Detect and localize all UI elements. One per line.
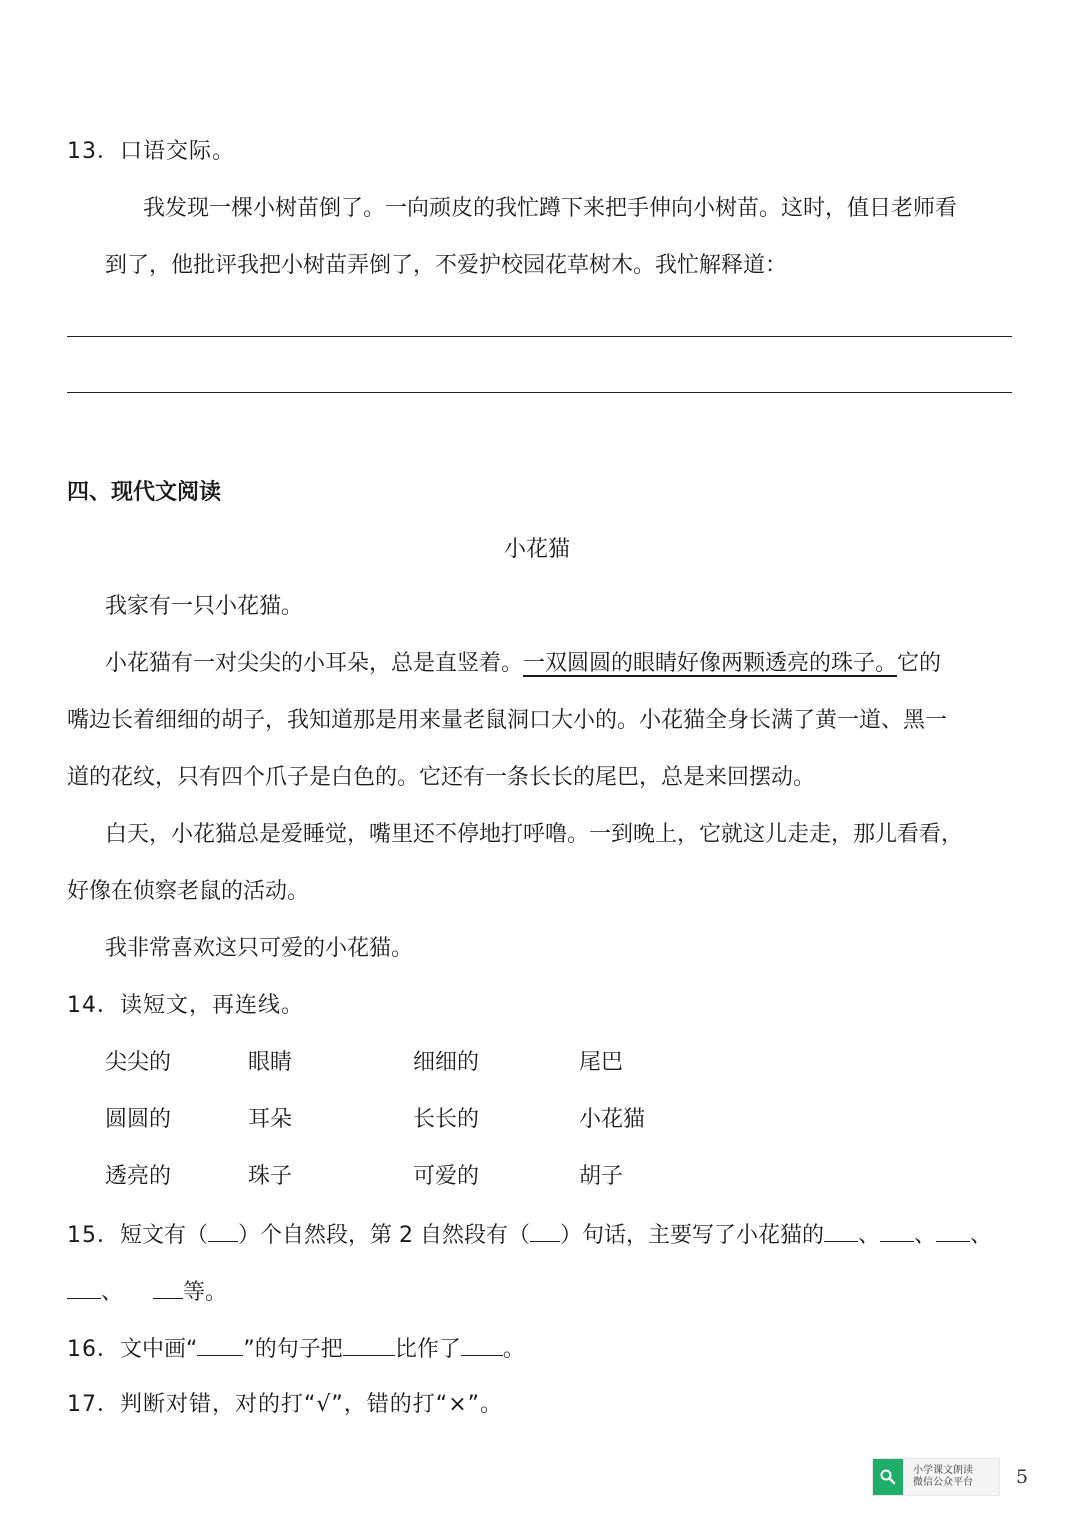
q16-blank-object[interactable] xyxy=(461,1333,503,1356)
section-heading: 四、现代文阅读 xyxy=(67,480,222,505)
q16-blank-line-style[interactable] xyxy=(197,1333,243,1356)
match-item[interactable]: 尖尖的 xyxy=(105,1050,172,1075)
q16-text-1: 文中画“ xyxy=(120,1337,198,1362)
story-paragraph-2-line-3: 道的花纹，只有四个爪子是白色的。它还有一条长长的尾巴，总是来回摆动。 xyxy=(67,765,816,790)
q13-title: 13．口语交际。 xyxy=(67,139,235,164)
q15-text-1: 短文有（ xyxy=(120,1223,209,1248)
q15-line-1 xyxy=(67,1219,992,1251)
match-item[interactable]: 可爱的 xyxy=(413,1164,480,1189)
badge-line-2: 微信公众平台 xyxy=(913,1477,973,1488)
answer-line-2[interactable] xyxy=(67,392,1012,393)
wechat-badge[interactable] xyxy=(872,1458,1000,1496)
match-item[interactable]: 胡子 xyxy=(579,1164,624,1189)
story-paragraph-3-line-2: 好像在侦察老鼠的活动。 xyxy=(67,879,310,904)
story-paragraph-1: 我家有一只小花猫。 xyxy=(105,594,304,619)
q16-blank-subject[interactable] xyxy=(343,1333,395,1356)
q17-title: 17．判断对错，对的打“√”，错的打“×”。 xyxy=(67,1392,504,1417)
page-number: 5 xyxy=(1016,1466,1029,1488)
q15-line-2 xyxy=(67,1276,227,1308)
story-p2-text-a: 小花猫有一对尖尖的小耳朵，总是直竖着。 xyxy=(105,651,524,676)
story-paragraph-2-line-2: 嘴边长着细细的胡子，我知道那是用来量老鼠洞口大小的。小花猫全身长满了黄一道、黑一 xyxy=(67,708,948,733)
match-item[interactable]: 眼睛 xyxy=(248,1050,293,1075)
q16-line xyxy=(67,1333,525,1365)
q13-paragraph-line-1: 我发现一棵小树苗倒了。一向顽皮的我忙蹲下来把手伸向小树苗。这时，值日老师看 xyxy=(143,196,958,221)
match-item[interactable]: 耳朵 xyxy=(248,1107,293,1132)
story-paragraph-3-line-1: 白天，小花猫总是爱睡觉，嘴里还不停地打呼噜。一到晚上，它就这儿走走，那儿看看， xyxy=(105,822,964,847)
story-paragraph-2-line-1 xyxy=(105,649,941,679)
q15-text-2: ）个自然段，第 2 自然段有（ xyxy=(238,1223,530,1248)
q15-blank-feature[interactable] xyxy=(67,1276,101,1299)
match-item[interactable]: 透亮的 xyxy=(105,1164,172,1189)
q15-number: 15． xyxy=(67,1223,120,1248)
q15-separator: 、 xyxy=(914,1223,937,1248)
underlined-sentence: 一双圆圆的眼睛好像两颗透亮的珠子。 xyxy=(523,651,898,676)
q16-text-3: 比作了 xyxy=(394,1337,461,1362)
match-item[interactable]: 尾巴 xyxy=(579,1050,624,1075)
q14-title: 14．读短文，再连线。 xyxy=(67,993,304,1018)
q15-text-3: ）句话，主要写了小花猫的 xyxy=(560,1223,825,1248)
q15-end: 等。 xyxy=(183,1280,228,1305)
match-item[interactable]: 细细的 xyxy=(413,1050,480,1075)
q16-text-4: 。 xyxy=(502,1337,525,1362)
match-item[interactable]: 圆圆的 xyxy=(105,1107,172,1132)
match-item[interactable]: 珠子 xyxy=(248,1164,293,1189)
story-paragraph-4: 我非常喜欢这只可爱的小花猫。 xyxy=(105,936,414,961)
q16-text-2: ”的句子把 xyxy=(243,1337,343,1362)
q15-separator: 、 xyxy=(101,1280,124,1305)
q15-blank-paragraphs[interactable] xyxy=(208,1219,238,1242)
q15-separator: 、 xyxy=(858,1223,881,1248)
story-title: 小花猫 xyxy=(504,537,571,562)
q13-paragraph-line-2: 到了，他批评我把小树苗弄倒了，不爱护校园花草树木。我忙解释道： xyxy=(105,253,788,278)
q15-blank-feature[interactable] xyxy=(880,1219,914,1242)
search-icon xyxy=(873,1459,903,1495)
answer-line-1[interactable] xyxy=(67,336,1012,337)
story-p2-text-b: 它的 xyxy=(897,651,942,676)
q15-blank-feature[interactable] xyxy=(153,1276,183,1299)
q15-blank-sentences[interactable] xyxy=(530,1219,560,1242)
q16-number: 16． xyxy=(67,1337,120,1362)
match-item[interactable]: 小花猫 xyxy=(579,1107,646,1132)
q15-separator: 、 xyxy=(970,1223,993,1248)
match-item[interactable]: 长长的 xyxy=(413,1107,480,1132)
badge-line-1: 小学课文朗读 xyxy=(913,1465,973,1476)
q15-blank-feature[interactable] xyxy=(936,1219,970,1242)
q15-blank-feature[interactable] xyxy=(824,1219,858,1242)
